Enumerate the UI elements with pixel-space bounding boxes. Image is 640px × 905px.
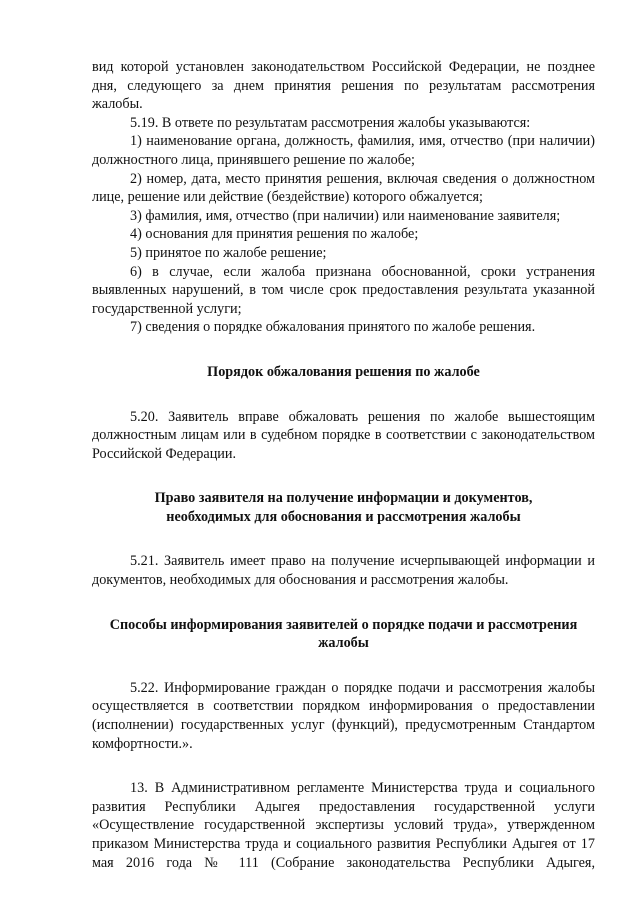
paragraph-5-22: 5.22. Информирование граждан о порядке подачи и рассмотрения жалобы осуществляется в соответствии порядком информирования о предоставлении (исполнении) государственных услуг (функций), предусмотренным Стандартом комфортности.». — [92, 679, 595, 752]
list-item-6: 6) в случае, если жалоба признана обоснованной, сроки устранения выявленных нарушений, в том числе срок предоставления результата указанной государственной услуги; — [92, 263, 595, 317]
paragraph-5-20: 5.20. Заявитель вправе обжаловать решения по жалобе вышестоящим должностным лицам или в судебном порядке в соответствии с законодательством Российской Федерации. — [92, 408, 595, 462]
list-item-7: 7) сведения о порядке обжалования принятого по жалобе решения. — [130, 319, 536, 336]
list-item-2: 2) номер, дата, место принятия решения, включая сведения о должностном лице, решение или действие (бездействие) которого обжалуется; — [92, 170, 595, 206]
heading-appeal-procedure: Порядок обжалования решения по жалобе — [207, 363, 480, 380]
heading-informing-line-2: жалобы — [318, 635, 369, 652]
document-page — [92, 58, 595, 872]
paragraph-continuation: вид которой установлен законодательством Российской Федерации, не позднее дня, следующего за днем принятия решения по результатам рассмотрения жалобы. — [92, 59, 595, 113]
list-item-1: 1) наименование органа, должность, фамилия, имя, отчество (при наличии) должностного лица, принявшего решение по жалобе; — [92, 133, 595, 168]
paragraph-13: 13. В Административном регламенте Министерства труда и социального развития Республики Адыгея предоставления государственной услуги «Осуществление государственной экспертизы условий труда», утвержденном приказом Министерства труда и социального развития Республики Адыгея от 17 мая 2016 года № 111 (Собрание законодательства Республики Адыгея, — [92, 780, 595, 871]
list-item-4: 4) основания для принятия решения по жалобе; — [130, 226, 419, 243]
list-item-3: 3) фамилия, имя, отчество (при наличии) или наименование заявителя; — [130, 207, 561, 224]
heading-right-line-1: Право заявителя на получение информации и документов, — [154, 490, 533, 507]
paragraph-5-21: 5.21. Заявитель имеет право на получение исчерпывающей информации и документов, необходимых для обоснования и рассмотрения жалобы. — [92, 553, 595, 589]
heading-informing-methods — [92, 616, 595, 653]
heading-right-to-information — [92, 489, 595, 526]
heading-informing-line-1: Способы информирования заявителей о порядке подачи и рассмотрения — [109, 616, 578, 633]
heading-right-line-2: необходимых для обоснования и рассмотрения жалобы — [166, 508, 521, 525]
list-item-5: 5) принятое по жалобе решение; — [130, 244, 327, 261]
paragraph-5-19: 5.19. В ответе по результатам рассмотрения жалобы указываются: — [130, 114, 531, 131]
